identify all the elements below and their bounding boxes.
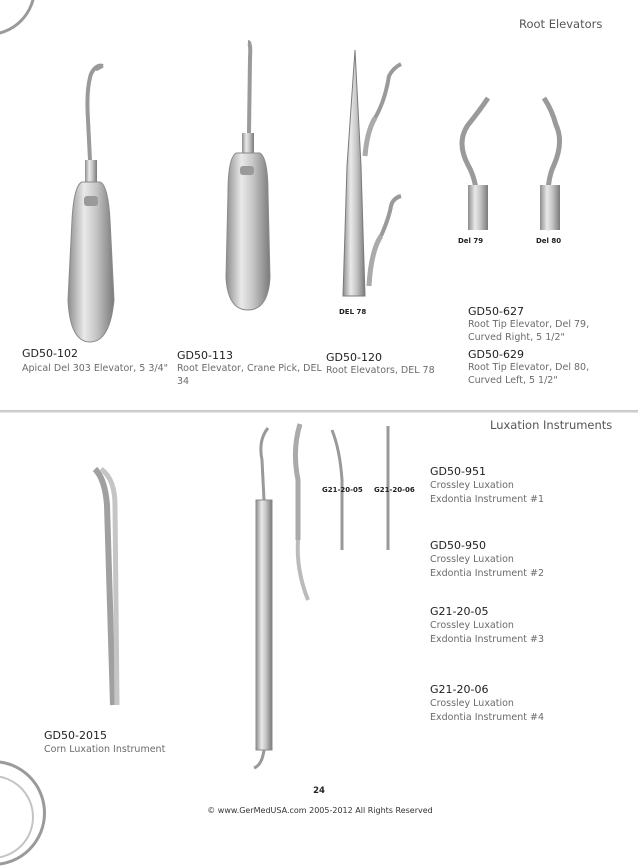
page-number: 24 — [313, 786, 325, 796]
product-desc-g21-20-05-line1: Crossley Luxation — [430, 620, 514, 631]
product-desc-g21-20-06-line2: Exdontia Instrument #4 — [430, 712, 544, 723]
product-desc-gd50-120: Root Elevators, DEL 78 — [326, 365, 435, 376]
product-desc-gd50-951-line1: Crossley Luxation — [430, 480, 514, 491]
image-label-g21-20-06: G21-20-06 — [374, 486, 415, 494]
product-code-gd50-627: GD50-627 — [468, 305, 524, 318]
product-desc-gd50-950-line2: Exdontia Instrument #2 — [430, 568, 544, 579]
corner-arc-top-left — [0, 0, 36, 36]
product-code-gd50-629: GD50-629 — [468, 348, 524, 361]
image-label-del80: Del 80 — [536, 237, 562, 245]
product-desc-g21-20-05-line2: Exdontia Instrument #3 — [430, 634, 544, 645]
product-code-gd50-950: GD50-950 — [430, 539, 486, 552]
instrument-image-gd50-102 — [60, 60, 130, 350]
product-desc-gd50-113: Root Elevator, Crane Pick, DEL 34 — [177, 363, 322, 387]
image-label-del79: Del 79 — [458, 237, 484, 245]
instrument-image-gd50-113 — [218, 38, 278, 313]
product-code-gd50-120: GD50-120 — [326, 351, 382, 364]
product-code-g21-20-05: G21-20-05 — [430, 605, 489, 618]
image-label-g21-20-05: G21-20-05 — [322, 486, 363, 494]
product-desc-g21-20-06-line1: Crossley Luxation — [430, 698, 514, 709]
product-code-gd50-2015: GD50-2015 — [44, 729, 107, 742]
instrument-image-crossley-set — [240, 420, 420, 780]
product-code-gd50-102: GD50-102 — [22, 347, 78, 360]
copyright-footer: © www.GerMedUSA.com 2005-2012 All Rights Reserved — [207, 806, 433, 815]
product-code-g21-20-06: G21-20-06 — [430, 683, 489, 696]
product-desc-gd50-629: Root Tip Elevator, Del 80, Curved Left, 5 1/2" — [468, 362, 590, 386]
instrument-image-gd50-2015 — [85, 465, 135, 715]
product-desc-gd50-951-line2: Exdontia Instrument #1 — [430, 494, 544, 505]
product-desc-gd50-950-line1: Crossley Luxation — [430, 554, 514, 565]
product-desc-gd50-627: Root Tip Elevator, Del 79, Curved Right, 5 1/2" — [468, 319, 590, 343]
section-divider — [0, 410, 638, 413]
product-code-gd50-113: GD50-113 — [177, 349, 233, 362]
instrument-image-gd50-120 — [325, 46, 425, 321]
product-code-gd50-951: GD50-951 — [430, 465, 486, 478]
image-label-del78: DEL 78 — [339, 308, 367, 316]
section-title-luxation: Luxation Instruments — [490, 418, 613, 432]
product-desc-gd50-2015: Corn Luxation Instrument — [44, 744, 166, 755]
product-desc-gd50-102: Apical Del 303 Elevator, 5 3/4" — [22, 363, 168, 374]
instrument-image-gd50-627-629 — [440, 80, 590, 250]
section-title-root-elevators: Root Elevators — [519, 17, 603, 31]
